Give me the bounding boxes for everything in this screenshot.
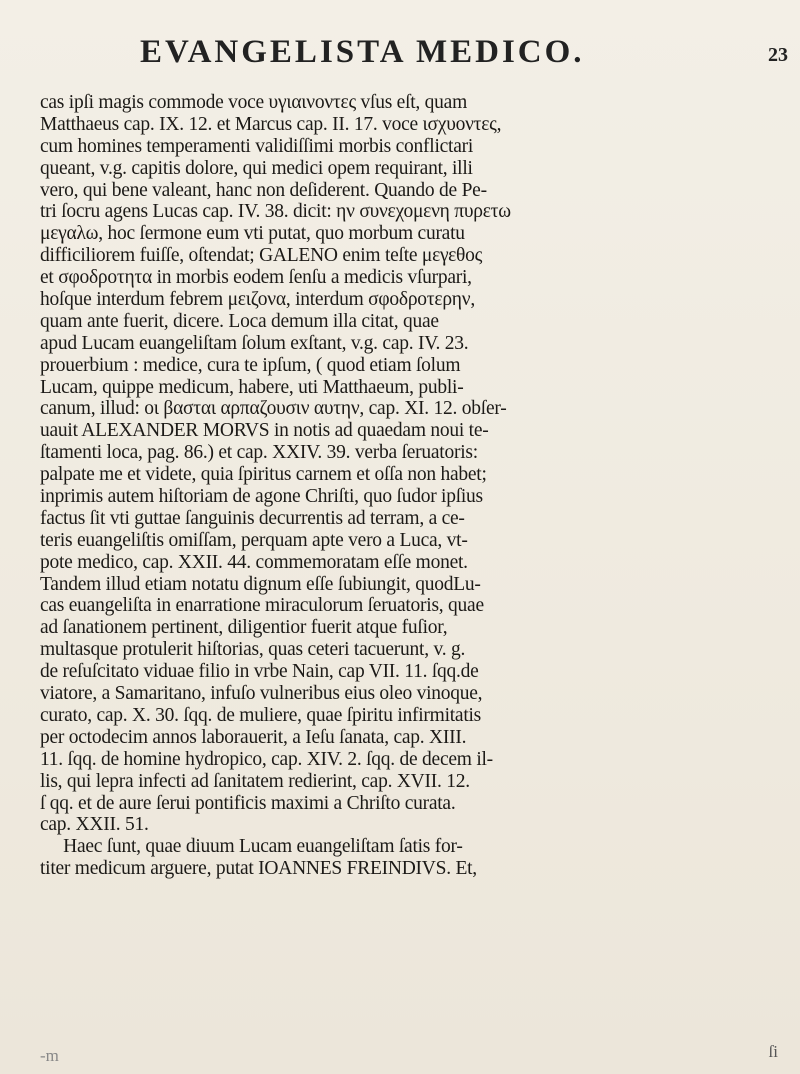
text-line: palpate me et videte, quia ſpiritus carnem et oſſa non habet; <box>40 464 487 486</box>
text-line: uauit ALEXANDER MORVS in notis ad quaedam noui te- <box>40 420 489 442</box>
text-line: 11. ſqq. de homine hydropico, cap. XIV. 2. ſqq. de decem il- <box>40 748 493 770</box>
text-line: cum homines temperamenti validiſſimi morbis conflictari <box>40 135 474 157</box>
text-line: de reſuſcitato viduae filio in vrbe Nain, cap VII. 11. ſqq.de <box>40 661 479 683</box>
text-line: ſ qq. et de aure ſerui pontificis maximi a Chriſto curata. <box>40 792 456 814</box>
text-line: vero, qui bene valeant, hanc non deſiderent. Quando de Pe- <box>40 179 487 201</box>
text-line: apud Lucam euangeliſtam ſolum exſtant, v.g. cap. IV. 23. <box>40 332 469 354</box>
text-line: difficiliorem fuiſſe, oſtendat; GALENO enim teſte μεγεθος <box>40 245 483 267</box>
text-line: hoſque interdum febrem μειζονα, interdum σφοδροτερην, <box>40 289 475 311</box>
text-line: cas ipſi magis commode voce υγιαινοντες vſus eſt, quam <box>40 92 467 113</box>
text-line: tri ſocru agens Lucas cap. IV. 38. dicit: ην συνεχομενη πυρετω <box>40 201 511 223</box>
text-line: lis, qui lepra infecti ad ſanitatem redierint, cap. XVII. 12. <box>40 770 470 792</box>
text-line: ad ſanationem pertinent, diligentior fuerit atque fuſior, <box>40 617 448 639</box>
text-line: teris euangeliſtis omiſſam, perquam apte vero a Luca, vt- <box>40 529 468 551</box>
text-line: queant, v.g. capitis dolore, qui medici opem requirant, illi <box>40 157 473 179</box>
text-line: per octodecim annos laborauerit, a Ieſu ſanata, cap. XIII. <box>40 726 467 748</box>
text-line: canum, illud: οι βασται αρπαζουσιν αυτην, cap. XI. 12. obſer- <box>40 398 507 420</box>
text-line: cas euangeliſta in enarratione miraculorum ſeruatoris, quae <box>40 595 484 617</box>
catchword: ſi <box>768 1042 778 1061</box>
text-line: et σφοδροτητα in morbis eodem ſenſu a medicis vſurpari, <box>40 267 472 289</box>
text-line: Haec ſunt, quae diuum Lucam euangeliſtam ſatis for- <box>40 836 463 858</box>
running-head: EVANGELISTA MEDICO. <box>140 34 585 70</box>
text-line: prouerbium : medice, cura te ipſum, ( quod etiam ſolum <box>40 354 461 376</box>
text-line: Tandem illud etiam notatu dignum eſſe ſubiungit, quodLu- <box>40 573 481 595</box>
page-number: 23 <box>768 44 788 66</box>
text-line: inprimis autem hiſtoriam de agone Chriſti, quo ſudor ipſius <box>40 486 483 508</box>
text-line: quam ante fuerit, dicere. Loca demum illa citat, quae <box>40 310 439 332</box>
text-line: cap. XXII. 51. <box>40 814 149 836</box>
text-line: Lucam, quippe medicum, habere, uti Matthaeum, publi- <box>40 376 464 398</box>
body-text <box>40 92 788 880</box>
text-line: titer medicum arguere, putat IOANNES FREINDIVS. Et, <box>40 858 477 880</box>
text-line: pote medico, cap. XXII. 44. commemoratam eſſe monet. <box>40 551 468 573</box>
text-line: ſtamenti loca, pag. 86.) et cap. XXIV. 39. verba ſeruatoris: <box>40 442 478 464</box>
text-line: Matthaeus cap. IX. 12. et Marcus cap. II. 17. voce ισχυοντες, <box>40 113 502 135</box>
page-header <box>0 34 800 74</box>
text-line: curato, cap. X. 30. ſqq. de muliere, quae ſpiritu infirmitatis <box>40 704 481 726</box>
text-line: viatore, a Samaritano, infuſo vulneribus eius oleo vinoque, <box>40 683 483 705</box>
signature-mark: -m <box>40 1046 59 1065</box>
text-line: μεγαλω, hoc ſermone eum vti putat, quo morbum curatu <box>40 223 465 245</box>
text-line: multasque protulerit hiſtorias, quas ceteri tacuerunt, v. g. <box>40 639 466 661</box>
text-line: factus ſit vti guttae ſanguinis decurrentis ad terram, a ce- <box>40 507 465 529</box>
